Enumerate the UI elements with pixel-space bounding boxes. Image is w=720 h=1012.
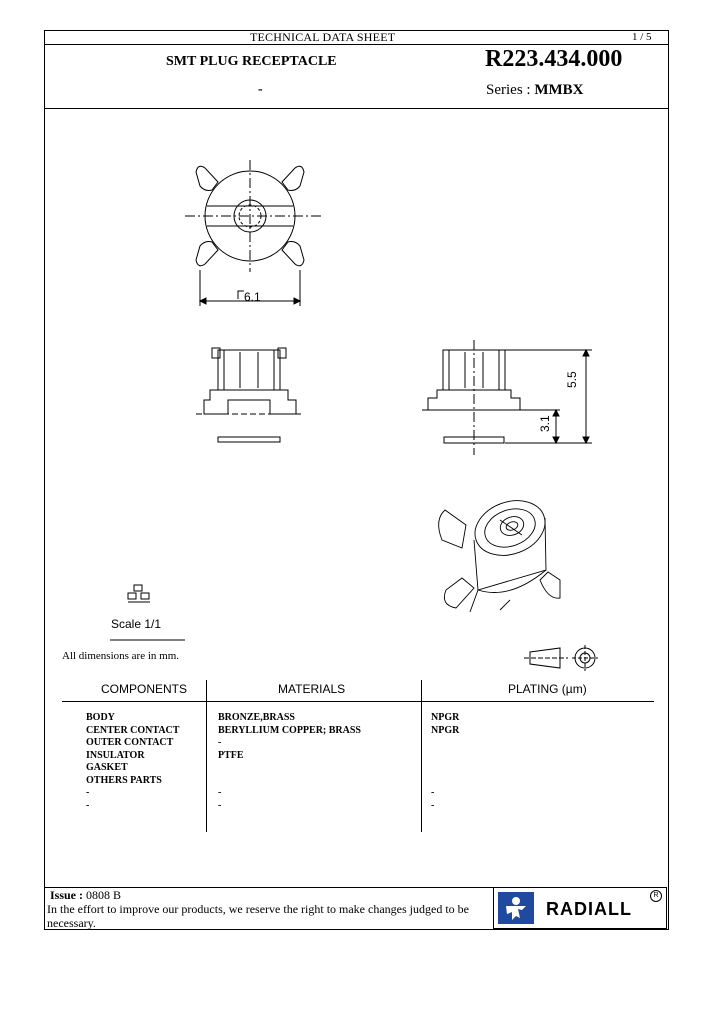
disclaimer-line-1: In the effort to improve our products, we reserve the right to make changes judged to be — [47, 902, 469, 916]
disclaimer-line-2: necessary. — [47, 916, 96, 930]
table-header-materials: MATERIALS — [278, 682, 346, 696]
table-row: CENTER CONTACT — [86, 724, 180, 736]
table-cell — [218, 762, 361, 775]
materials-column — [218, 712, 361, 812]
table-cell: NPGR — [431, 712, 460, 723]
product-name: SMT PLUG RECEPTACLE — [166, 54, 337, 69]
plating-column — [431, 712, 459, 812]
table-row: INSULATOR — [86, 749, 145, 761]
side-view-right — [422, 340, 592, 455]
product-subtitle: - — [258, 82, 263, 97]
footprint-icon — [128, 585, 150, 602]
table-cell: - — [431, 799, 435, 811]
table-cell: NPGR — [431, 724, 460, 736]
registered-mark: R — [650, 890, 662, 902]
issue-value: 0808 B — [86, 888, 122, 902]
table-header-components: COMPONENTS — [101, 682, 188, 696]
part-number: R223.434.000 — [485, 46, 623, 72]
table-cell — [431, 737, 459, 750]
issue-label: Issue : — [50, 888, 84, 902]
side-view-left — [196, 348, 304, 442]
units-note: All dimensions are in mm. — [62, 650, 180, 662]
scale-label: Scale 1/1 — [111, 617, 162, 631]
table-cell — [218, 775, 361, 788]
table-row: - — [86, 787, 90, 798]
projection-symbol-icon — [524, 645, 598, 671]
table-cell: BERYLLIUM COPPER; BRASS — [218, 724, 361, 736]
brand-name: RADIALL — [546, 899, 632, 919]
series-value: MMBX — [534, 82, 584, 98]
table-cell — [431, 762, 459, 775]
dim-height: 5.5 — [565, 371, 579, 388]
dim-depth: 3.1 — [538, 415, 552, 432]
doc-title: TECHNICAL DATA SHEET — [250, 30, 396, 44]
table-cell: - — [218, 799, 222, 811]
table-row: BODY — [86, 712, 115, 723]
isometric-view — [439, 491, 560, 612]
issue-line — [50, 888, 121, 903]
radiall-logo — [493, 887, 667, 929]
radiall-emblem-icon — [498, 892, 534, 924]
table-cell: - — [218, 787, 222, 798]
table-col-divider-1 — [206, 680, 207, 832]
table-row: - — [86, 799, 90, 811]
table-row: OUTER CONTACT — [86, 737, 174, 748]
dim-diameter: 6.1 — [244, 290, 261, 304]
table-header-divider — [62, 701, 654, 702]
table-header-plating: PLATING (µm) — [508, 682, 587, 696]
table-cell — [431, 750, 459, 763]
table-col-divider-2 — [421, 680, 422, 832]
table-cell: PTFE — [218, 749, 244, 761]
page-number: 1 / 5 — [632, 31, 652, 43]
top-view — [185, 160, 322, 306]
table-cell: - — [431, 787, 435, 798]
table-cell — [431, 775, 459, 788]
table-row: OTHERS PARTS — [86, 774, 162, 786]
table-cell: - — [218, 737, 222, 748]
table-cell: BRONZE,BRASS — [218, 712, 295, 723]
components-column — [86, 712, 179, 812]
table-row: GASKET — [86, 762, 128, 773]
series-label: Series : — [486, 82, 531, 98]
